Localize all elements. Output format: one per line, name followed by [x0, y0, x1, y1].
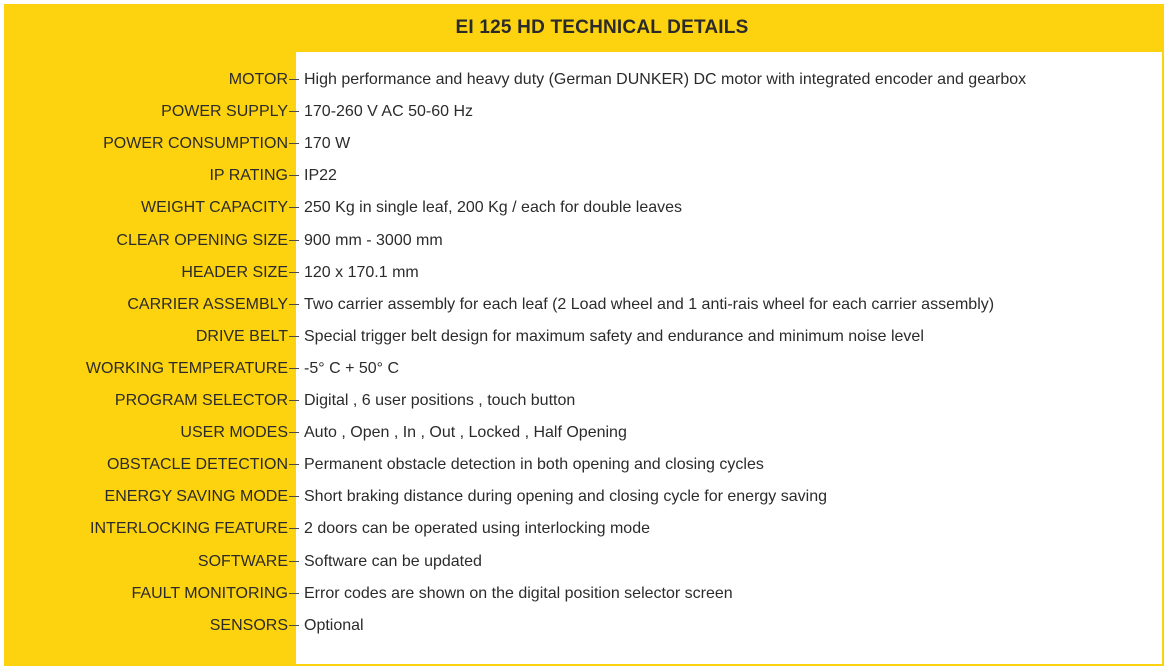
page-title: EI 125 HD TECHNICAL DETAILS: [455, 17, 749, 38]
leader-dash: [289, 625, 299, 626]
leader-dash: [289, 432, 299, 433]
spec-value: Permanent obstacle detection in both opening and closing cycles: [304, 456, 764, 474]
spec-value: Short braking distance during opening and closing cycle for energy saving: [304, 488, 827, 506]
spec-label: POWER CONSUMPTION: [103, 135, 288, 153]
leader-dash: [289, 368, 299, 369]
leader-dash: [289, 175, 299, 176]
spec-label: SENSORS: [209, 616, 288, 634]
spec-row: [0, 513, 1169, 545]
leader-dash: [289, 528, 299, 529]
spec-label: DRIVE BELT: [195, 327, 288, 345]
spec-row: [0, 225, 1169, 257]
spec-row: [0, 192, 1169, 224]
spec-label: WORKING TEMPERATURE: [85, 359, 288, 377]
spec-label: CARRIER ASSEMBLY: [127, 295, 288, 313]
spec-row: [0, 128, 1169, 160]
leader-dash: [289, 593, 299, 594]
spec-value: 170 W: [304, 135, 351, 153]
leader-dash: [289, 207, 299, 208]
spec-value: 250 Kg in single leaf, 200 Kg / each for double leaves: [304, 199, 683, 217]
spec-value: Software can be updated: [304, 552, 482, 570]
spec-value: 900 mm - 3000 mm: [304, 231, 443, 249]
spec-value: -5° C + 50° C: [304, 359, 400, 377]
spec-label: HEADER SIZE: [181, 263, 288, 281]
leader-dash: [289, 143, 299, 144]
spec-value: IP22: [304, 167, 337, 185]
spec-row: [0, 96, 1169, 128]
leader-dash: [289, 240, 299, 241]
title-bar: [4, 4, 1164, 52]
spec-row: [0, 321, 1169, 353]
spec-value: Digital , 6 user positions , touch button: [304, 392, 576, 409]
spec-value: Error codes are shown on the digital position selector screen: [304, 584, 733, 602]
spec-label: MOTOR: [228, 71, 288, 88]
leader-dash: [289, 272, 299, 273]
spec-label: WEIGHT CAPACITY: [141, 199, 288, 217]
spec-row: [0, 578, 1169, 610]
leader-dash: [289, 79, 299, 80]
spec-value: Special trigger belt design for maximum safety and endurance and minimum noise level: [304, 327, 924, 345]
spec-label: OBSTACLE DETECTION: [106, 456, 288, 474]
spec-value: High performance and heavy duty (German DUNKER) DC motor with integrated encoder and gearbox: [304, 71, 1027, 88]
spec-row: [0, 546, 1169, 578]
spec-label: USER MODES: [180, 424, 288, 442]
spec-row: [0, 417, 1169, 449]
leader-dash: [289, 464, 299, 465]
spec-value: Optional: [304, 616, 364, 634]
leader-dash: [289, 304, 299, 305]
leader-dash: [289, 336, 299, 337]
spec-label: INTERLOCKING FEATURE: [90, 520, 288, 538]
spec-label: PROGRAM SELECTOR: [114, 392, 288, 409]
spec-value: 2 doors can be operated using interlocking mode: [304, 520, 650, 538]
spec-row: [0, 610, 1169, 642]
spec-label: CLEAR OPENING SIZE: [116, 231, 288, 249]
leader-dash: [289, 561, 299, 562]
spec-row: [0, 257, 1169, 289]
leader-dash: [289, 111, 299, 112]
spec-row: [0, 64, 1169, 96]
spec-value: Two carrier assembly for each leaf (2 Load wheel and 1 anti-rais wheel for each carrier assembly): [304, 295, 995, 313]
leader-dash: [289, 496, 299, 497]
spec-row: [0, 160, 1169, 192]
spec-value: 120 x 170.1 mm: [304, 263, 419, 281]
spec-label: SOFTWARE: [197, 552, 288, 570]
spec-value: 170-260 V AC 50-60 Hz: [304, 103, 473, 121]
spec-row: [0, 353, 1169, 385]
spec-label: IP RATING: [209, 167, 288, 185]
spec-value: Auto , Open , In , Out , Locked , Half Opening: [304, 424, 627, 442]
spec-row: [0, 385, 1169, 417]
spec-row: [0, 289, 1169, 321]
spec-row: [0, 449, 1169, 481]
spec-label: POWER SUPPLY: [161, 103, 288, 121]
leader-dash: [289, 400, 299, 401]
spec-label: ENERGY SAVING MODE: [104, 488, 288, 506]
spec-row: [0, 481, 1169, 513]
spec-label: FAULT MONITORING: [131, 584, 288, 602]
